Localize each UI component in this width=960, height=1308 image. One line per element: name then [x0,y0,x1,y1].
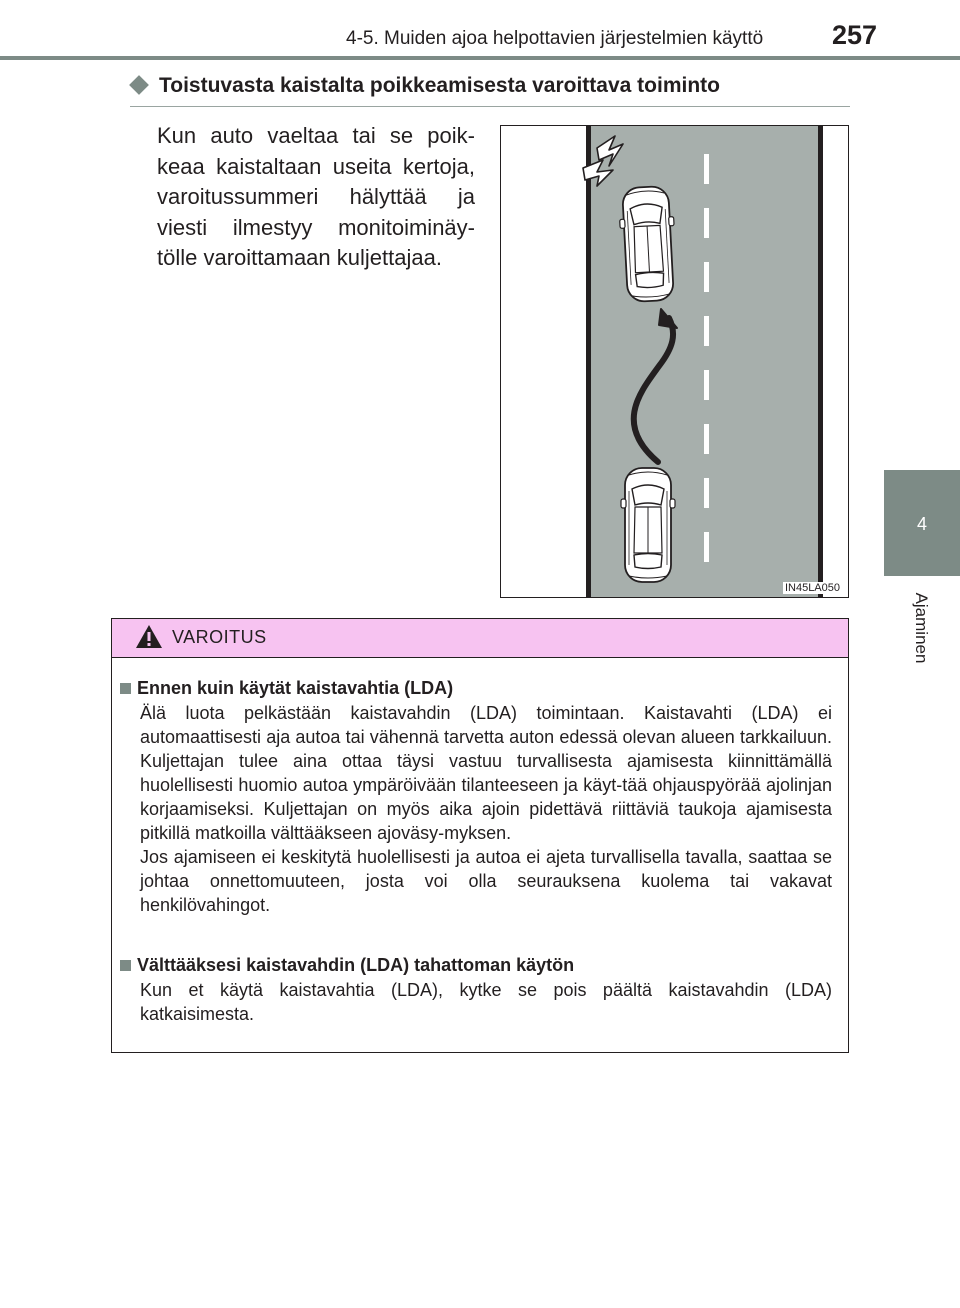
running-header: 4-5. Muiden ajoa helpottavien järjestelmien käyttö [346,28,764,49]
warning-title: VAROITUS [172,627,267,647]
lane-departure-illustration [500,125,849,598]
intro-paragraph: Kun auto vaeltaa tai se poik-keaa kaistaltaan useita kertoja, varoitussummeri hälyttää ja viesti ilmestyy monitoiminäy-tölle varoittamaan kuljettajaa. [157,123,475,270]
warning-header [112,619,848,658]
bullet-square-icon [120,683,131,694]
bullet-square-icon [120,960,131,971]
figure-code: IN45LA050 [784,582,840,594]
section-heading-text: Toistuvasta kaistalta poikkeamisesta varoittava toiminto [159,74,720,97]
warning-paragraph: Älä luota pelkästään kaistavahdin (LDA) toimintaan. Kaistavahti (LDA) ei automaattisesti aja autoa tai vähennä tarvetta auton edessä olevan alueen tarkkailuun. Kuljettajan tulee aina ottaa täysi vastuu turvallisesta ajamisesta kiinnittämällä huolellisesti huomio autoa ympäröivään tilanteeseen ja käyt-tää ohjauspyörää ajolinjan korjaamiseksi. Kuljettajan on myös aika ajoin pidettävä riittäviä taukoja ajamisesta pitkillä matkoilla välttääkseen ajoväsy-myksen. [140,703,832,843]
warning-section-heading [120,952,832,978]
warning-section-2 [120,952,832,1026]
car-icon [618,186,678,303]
warning-section-heading-text: Välttääksesi kaistavahdin (LDA) tahattoman käytön [137,955,575,975]
section-heading [130,74,850,107]
warning-paragraph: Kun et käytä kaistavahtia (LDA), kytke se pois päältä kaistavahdin (LDA) katkaisimesta. [140,980,832,1024]
diamond-icon [129,75,149,95]
warning-triangle-icon [134,623,164,651]
warning-section-heading [120,675,832,701]
warning-section-body [140,701,832,917]
road-illustration-svg [501,126,848,597]
chapter-label: Ajaminen [912,592,931,664]
warning-section-heading-text: Ennen kuin käytät kaistavahtia (LDA) [137,678,454,698]
warning-section-1 [120,675,832,917]
header-rule [0,56,960,60]
warning-paragraph: Jos ajamiseen ei keskitytä huolellisesti ja autoa ei ajeta turvallisella tavalla, saattaa se johtaa onnettomuuteen, josta voi olla seurauksena kuolema tai vakavat henkilövahingot. [140,847,832,915]
chapter-tab [884,470,960,576]
page-number: 257 [832,20,878,50]
car-icon [621,468,675,582]
warning-box [111,618,849,1053]
warning-section-body [140,978,832,1026]
chapter-number: 4 [916,514,927,534]
